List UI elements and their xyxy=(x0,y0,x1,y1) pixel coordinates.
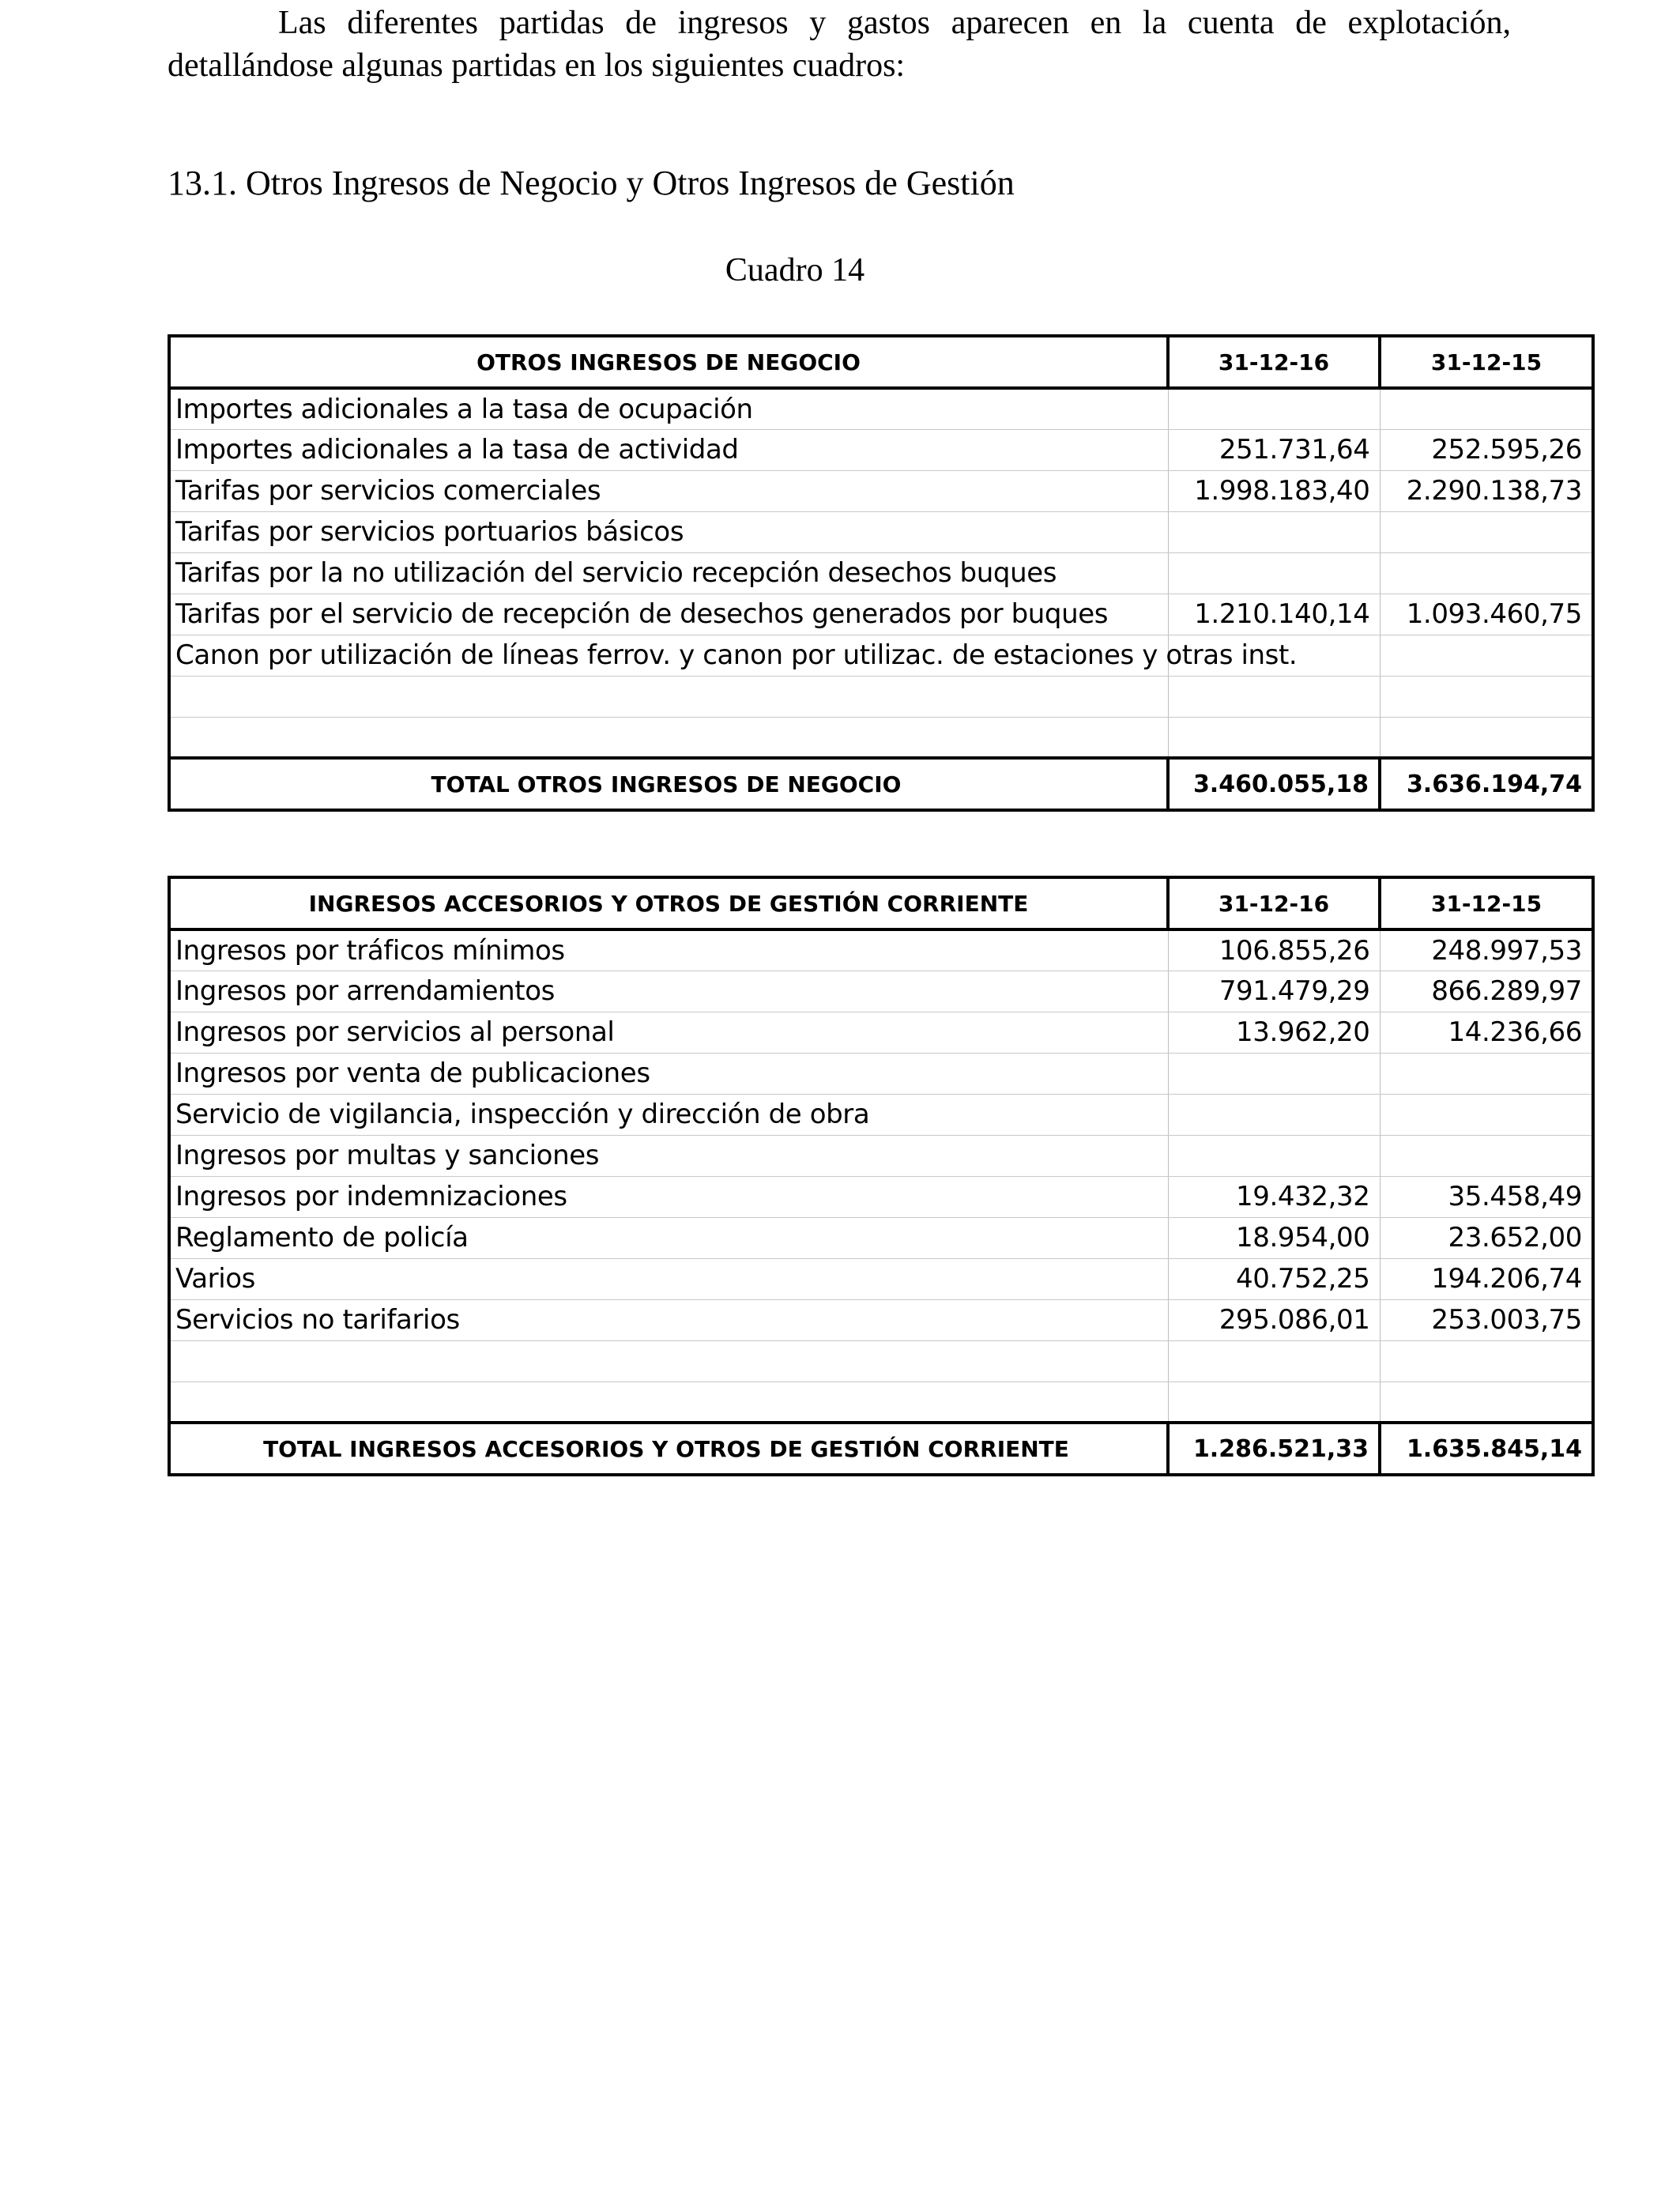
value-2016: 295.086,01 xyxy=(1168,1299,1380,1340)
value-2015: 252.595,26 xyxy=(1380,429,1593,470)
value-2016: 106.855,26 xyxy=(1168,929,1380,971)
section-title: 13.1. Otros Ingresos de Negocio y Otros Ingresos de Gestión xyxy=(168,164,1015,202)
table-row xyxy=(169,429,1593,470)
table-row xyxy=(169,1135,1593,1176)
row-label xyxy=(169,1340,1168,1382)
value-2015: 866.289,97 xyxy=(1380,971,1593,1012)
row-label: Servicio de vigilancia, inspección y dirección de obra xyxy=(169,1094,1168,1135)
column-header-2015: 31-12-15 xyxy=(1380,336,1593,388)
value-2015: 23.652,00 xyxy=(1380,1217,1593,1258)
value-2016: 19.432,32 xyxy=(1168,1176,1380,1217)
table-row xyxy=(169,388,1593,429)
value-2015 xyxy=(1380,717,1593,758)
value-2015: 1.093.460,75 xyxy=(1380,594,1593,635)
table-body xyxy=(169,388,1593,758)
row-label: Canon por utilización de líneas ferrov. y canon por utilizac. de estaciones y otras inst. xyxy=(169,635,1168,676)
row-label: Reglamento de policía xyxy=(169,1217,1168,1258)
row-label: Tarifas por la no utilización del servicio recepción desechos buques xyxy=(169,552,1168,594)
value-2016 xyxy=(1168,1340,1380,1382)
value-2016 xyxy=(1168,552,1380,594)
intro-paragraph xyxy=(168,2,1511,87)
value-2015 xyxy=(1380,676,1593,717)
value-2015: 248.997,53 xyxy=(1380,929,1593,971)
column-header-2015: 31-12-15 xyxy=(1380,877,1593,929)
value-2016 xyxy=(1168,717,1380,758)
row-label: Servicios no tarifarios xyxy=(169,1299,1168,1340)
table-row xyxy=(169,1094,1593,1135)
table-row xyxy=(169,929,1593,971)
row-label: Tarifas por servicios comerciales xyxy=(169,470,1168,511)
table-row xyxy=(169,594,1593,635)
table-row xyxy=(169,1340,1593,1382)
row-label: Ingresos por multas y sanciones xyxy=(169,1135,1168,1176)
table-row xyxy=(169,1012,1593,1053)
total-2015: 1.635.845,14 xyxy=(1380,1423,1593,1475)
row-label: Ingresos por tráficos mínimos xyxy=(169,929,1168,971)
value-2016 xyxy=(1168,388,1380,429)
value-2015 xyxy=(1380,1340,1593,1382)
table-row xyxy=(169,552,1593,594)
table-caption: Cuadro 14 xyxy=(725,252,865,288)
value-2016: 1.998.183,40 xyxy=(1168,470,1380,511)
ingresos-accesorios-table xyxy=(168,876,1595,1476)
row-label: Importes adicionales a la tasa de actividad xyxy=(169,429,1168,470)
total-row xyxy=(169,1423,1593,1475)
value-2016: 791.479,29 xyxy=(1168,971,1380,1012)
table-row xyxy=(169,470,1593,511)
value-2016 xyxy=(1168,1135,1380,1176)
value-2015: 35.458,49 xyxy=(1380,1176,1593,1217)
table-row xyxy=(169,717,1593,758)
value-2015 xyxy=(1380,552,1593,594)
column-header-2016: 31-12-16 xyxy=(1168,877,1380,929)
intro-text: Las diferentes partidas de ingresos y gastos aparecen en la cuenta de explotación, detallándose algunas partidas en los siguientes cuadros: xyxy=(168,5,1511,84)
value-2015 xyxy=(1380,511,1593,552)
row-label: Tarifas por el servicio de recepción de desechos generados por buques xyxy=(169,594,1168,635)
value-2016 xyxy=(1168,511,1380,552)
value-2015: 2.290.138,73 xyxy=(1380,470,1593,511)
otros-ingresos-negocio-table xyxy=(168,334,1595,812)
value-2016: 13.962,20 xyxy=(1168,1012,1380,1053)
value-2016: 251.731,64 xyxy=(1168,429,1380,470)
value-2016 xyxy=(1168,1094,1380,1135)
total-label: TOTAL INGRESOS ACCESORIOS Y OTROS DE GESTIÓN CORRIENTE xyxy=(169,1423,1168,1475)
table-row xyxy=(169,971,1593,1012)
table-body xyxy=(169,929,1593,1423)
value-2016 xyxy=(1168,1053,1380,1094)
table-row xyxy=(169,1258,1593,1299)
row-label xyxy=(169,1382,1168,1423)
value-2015 xyxy=(1380,635,1593,676)
table-row xyxy=(169,1382,1593,1423)
total-2015: 3.636.194,74 xyxy=(1380,758,1593,810)
value-2015: 194.206,74 xyxy=(1380,1258,1593,1299)
column-header-2016: 31-12-16 xyxy=(1168,336,1380,388)
table-header-row xyxy=(169,336,1593,388)
row-label: Tarifas por servicios portuarios básicos xyxy=(169,511,1168,552)
value-2015 xyxy=(1380,1094,1593,1135)
row-label: Varios xyxy=(169,1258,1168,1299)
value-2016: 18.954,00 xyxy=(1168,1217,1380,1258)
table-row xyxy=(169,511,1593,552)
total-2016: 1.286.521,33 xyxy=(1168,1423,1380,1475)
table-row xyxy=(169,1217,1593,1258)
row-label xyxy=(169,717,1168,758)
value-2016: 40.752,25 xyxy=(1168,1258,1380,1299)
column-header-concept: INGRESOS ACCESORIOS Y OTROS DE GESTIÓN CORRIENTE xyxy=(169,877,1168,929)
column-header-concept: OTROS INGRESOS DE NEGOCIO xyxy=(169,336,1168,388)
row-label xyxy=(169,676,1168,717)
table-row xyxy=(169,1176,1593,1217)
table-row xyxy=(169,1299,1593,1340)
row-label: Importes adicionales a la tasa de ocupación xyxy=(169,388,1168,429)
total-label: TOTAL OTROS INGRESOS DE NEGOCIO xyxy=(169,758,1168,810)
total-2016: 3.460.055,18 xyxy=(1168,758,1380,810)
table-row xyxy=(169,676,1593,717)
row-label: Ingresos por indemnizaciones xyxy=(169,1176,1168,1217)
table-row xyxy=(169,1053,1593,1094)
value-2015: 14.236,66 xyxy=(1380,1012,1593,1053)
value-2016 xyxy=(1168,1382,1380,1423)
value-2015 xyxy=(1380,1135,1593,1176)
value-2015 xyxy=(1380,1053,1593,1094)
row-label: Ingresos por venta de publicaciones xyxy=(169,1053,1168,1094)
table-row xyxy=(169,635,1593,676)
total-row xyxy=(169,758,1593,810)
row-label: Ingresos por arrendamientos xyxy=(169,971,1168,1012)
row-label: Ingresos por servicios al personal xyxy=(169,1012,1168,1053)
value-2015: 253.003,75 xyxy=(1380,1299,1593,1340)
table-header-row xyxy=(169,877,1593,929)
value-2015 xyxy=(1380,1382,1593,1423)
value-2016 xyxy=(1168,676,1380,717)
value-2016: 1.210.140,14 xyxy=(1168,594,1380,635)
value-2015 xyxy=(1380,388,1593,429)
